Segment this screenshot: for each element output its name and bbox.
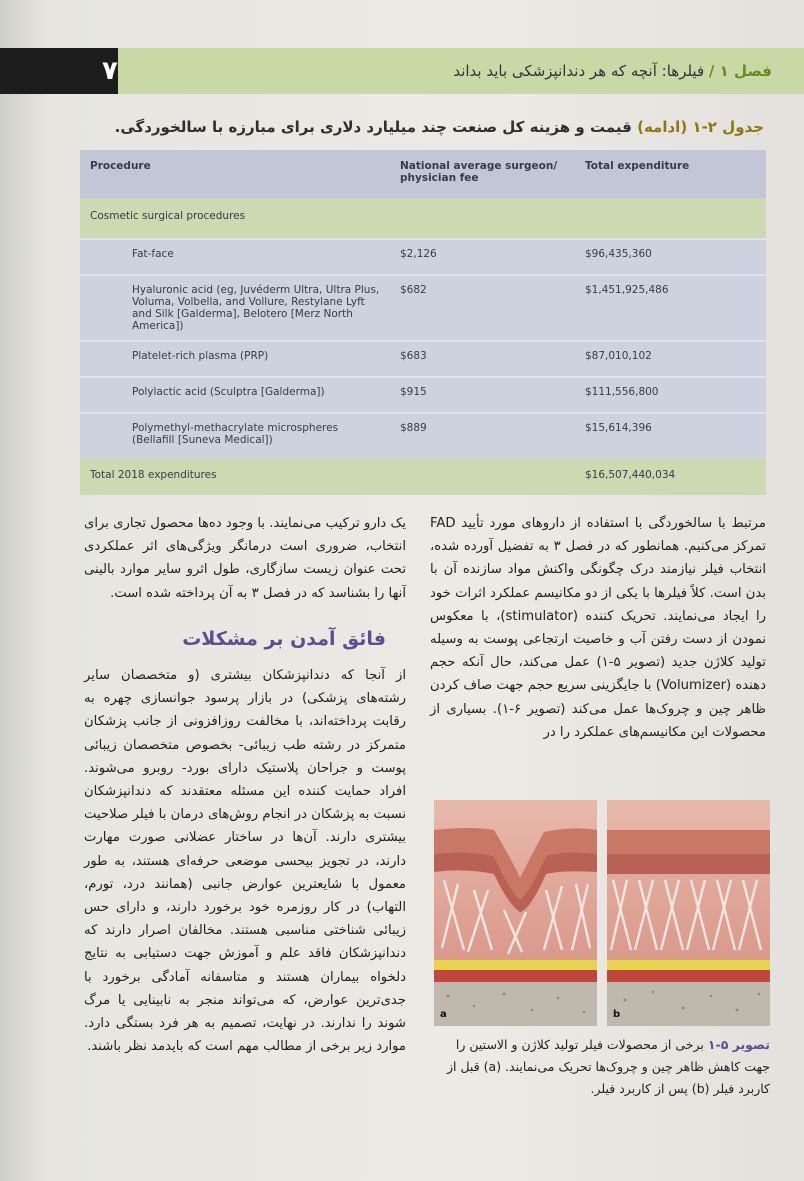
table-row [80,275,766,341]
total-cell: $1,451,925,486 [575,275,766,341]
table-row [80,413,766,459]
left-paragraph: از آنجا که دندانپزشکان بیشتری (و متخصصان سایر رشته‌های پزشکی) در بازار پرسود جوانسازی چهره به رقابت پرداخته‌اند، با مخالفت روزافزونی از جانب پزشکان متمرکز در رشته طب زیبائی- بخصوص متخصصان زیبائی پوست و جراحان پلاستیک دارای بورد- روبرو می‌شوند. افراد حمایت کننده این مسئله معتقدند که دندانپزشکان نسبت به پزشکان در انجام روش‌های درمان با فیلر صلاحیت بیشتری دارند. آن‌ها در ساختار عضلانی صورت مهارت دارند، در تجویز بیحسی موضعی حرفه‌ای هستند، به طور معمول با شایعترین عوارض جانبی (همانند درد، تورم، التهاب) در کار روزمره خود برخورد دارند، و دارای حس زیبائی شناختی مناسبی هستند. مخالفان اصرار دارند که دندانپزشکان فاقد علم و آموزش جهت دستیابی به نتایج دلخواه بیماران هستند و متاسفانه آمادگی برخورد با جدی‌ترین عوارض، که می‌تواند منجر به نابینایی یا مرگ شوند را ندارند. در نهایت، تصمیم به هر فرد بستگی دارد. موارد زیر برخی از مطالب مهم است که بایدمد نظر باشند. [84,668,406,1055]
table-row [80,341,766,377]
procedure-cell: Fat-face [80,239,390,275]
procedure-cell: Polylactic acid (Sculptra [Galderma]) [80,377,390,413]
figure-panel-b [607,800,770,1026]
figure-caption-label: تصویر ۵-۱ [707,1037,770,1052]
panel-b-label: b [613,1009,621,1020]
chapter-title [453,48,772,94]
total-cell: $111,556,800 [575,377,766,413]
left-column-text [84,664,406,1058]
fee-cell: $915 [390,377,575,413]
figure-panel-a [434,800,597,1026]
section-heading: فائق آمدن بر مشکلات [182,628,386,650]
right-paragraph: مرتبط با سالخوردگی با استفاده از داروهای مورد تأیید FAD تمرکز می‌کنیم. همانطور که در فصل ۳ به تفضیل آورده شده، انتخاب فیلر نیازمند درک چگونگی واکنش مواد سازنده آن با بدن است. کلاً فیلرها با یکی از دو مکانیسم عملکرد اثرات خود را ایجاد می‌نمایند. تحریک کننده (stimulator)، با معکوس نمودن از دست رفتن آب و خاصیت ارتجاعی پوست به وسیله تولید کلاژن جدید (تصویر ۵-۱) عمل می‌کند، حال آنکه حجم دهنده (Volumizer) با جایگزینی سریع حجم جهت صاف کردن ظاهر چین و چروک‌ها عمل می‌کند (تصویر ۶-۱). بسیاری از محصولات این مکانیسم‌های عملکرد را در [430,516,766,740]
total-cell: $15,614,396 [575,413,766,459]
table-row [80,239,766,275]
figure-caption [434,1034,770,1100]
procedure-cell: Polymethyl-methacrylate microspheres (Bellafill [Suneva Medical]) [80,413,390,459]
procedure-cell: Hyaluronic acid (eg, Juvéderm Ultra, Ultra Plus, Voluma, Volbella, and Vollure, Restylane Lyft and Silk [Galderma], Belotero [Merz North America]) [80,275,390,341]
total-cell: $96,435,360 [575,239,766,275]
left-paragraph-top: یک دارو ترکیب می‌نمایند. با وجود ده‌ها محصول تجاری برای انتخاب، ضروری است درمانگر ویژگی‌های اثر عملکردی تحت عنوان زیست سازگاری، طول اثرو سایر موارد بالینی آنها را بشناسد که در فصل ۳ به آن پرداخته شده است. [84,516,406,601]
panel-a-label: a [440,1009,447,1020]
procedure-cell: Platelet-rich plasma (PRP) [80,341,390,377]
fee-cell: $683 [390,341,575,377]
total-label: Total 2018 expenditures [80,459,575,495]
chapter-prefix: فصل ۱ / [708,62,772,80]
fees-table [80,150,766,495]
fee-cell: $2,126 [390,239,575,275]
total-cell: $87,010,102 [575,341,766,377]
total-value: $16,507,440,034 [575,459,766,495]
header-total: Total expenditure [575,150,766,198]
header-fee: National average surgeon/ physician fee [390,150,575,198]
header-procedure: Procedure [80,150,390,198]
left-column-top [84,512,406,605]
section-row: Cosmetic surgical procedures [80,198,766,239]
skin-illustration-before [434,800,597,1026]
page-header [0,44,804,96]
fee-cell: $682 [390,275,575,341]
chapter-name: فیلرها: آنچه که هر دندانپزشکی باید بداند [453,62,705,80]
table-title: قیمت و هزینه کل صنعت چند میلیارد دلاری برای مبارزه با سالخوردگی. [114,118,632,136]
fee-cell: $889 [390,413,575,459]
skin-figure [434,800,770,1026]
table-caption [74,118,764,136]
table-row [80,377,766,413]
skin-illustration-after [607,800,770,1026]
page-number: ۷ [0,48,118,94]
table-label: جدول ۲-۱ (ادامه) [637,118,764,136]
right-column-text [430,512,766,744]
figure-caption-text: برخی از محصولات فیلر تولید کلاژن و الاستین را جهت کاهش ظاهر چین و چروک‌ها تحریک می‌نمایند. (a) قبل از کاربرد فیلر (b) پس از کاربرد فیلر. [446,1037,770,1096]
